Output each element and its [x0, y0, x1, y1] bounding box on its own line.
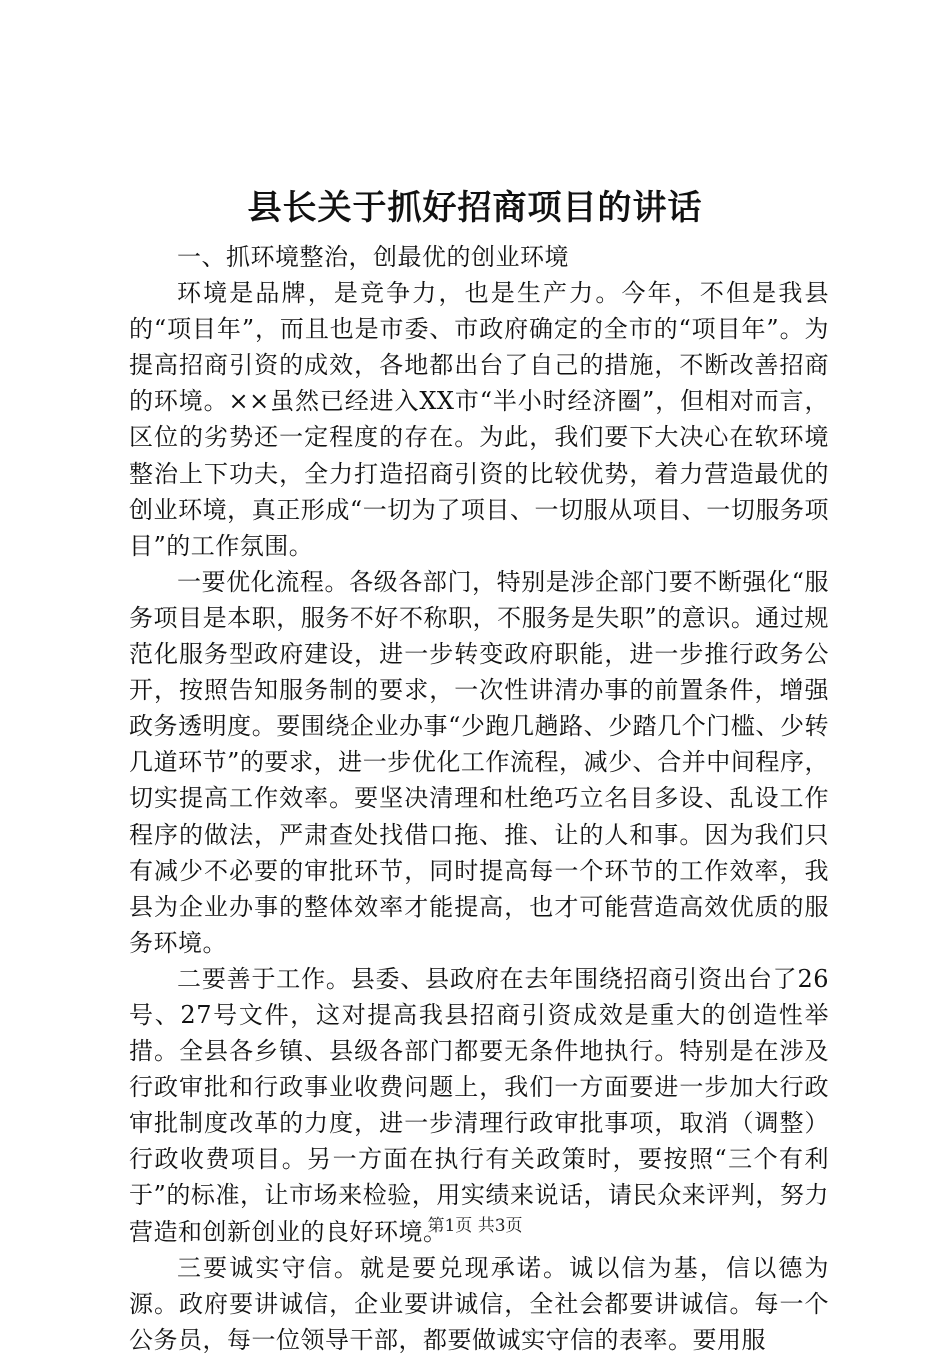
- document-body: [129, 239, 829, 1358]
- paragraph: 二要善于工作。县委、县政府在去年围绕招商引资出台了26号、27号文件，这对提高我县招商引资成效是重大的创造性举措。全县各乡镇、县级各部门都要无条件地执行。特别是在涉及行政审批和行政事业收费问题上，我们一方面要进一步加大行政审批制度改革的力度，进一步清理行政审批事项，取消（调整）行政收费项目。另一方面在执行有关政策时，要按照“三个有利于”的标准，让市场来检验，用实绩来说话，请民众来评判，努力营造和创新创业的良好环境。: [129, 964, 829, 1246]
- page-number-footer: 第1页 共3页: [427, 1216, 523, 1236]
- paragraph: 一要优化流程。各级各部门，特别是涉企部门要不断强化“服务项目是本职，服务不好不称职，不服务是失职”的意识。通过规范化服务型政府建设，进一步转变政府职能，进一步推行政务公开，按照告知服务制的要求，一次性讲清办事的前置条件，增强政务透明度。要围绕企业办事“少跑几趟路、少踏几个门槛、少转几道环节”的要求，进一步优化工作流程，减少、合并中间程序，切实提高工作效率。要坚决清理和杜绝巧立名目多设、乱设工作程序的做法，严肃查处找借口拖、推、让的人和事。因为我们只有减少不必要的审批环节，同时提高每一个环节的工作效率，我县为企业办事的整体效率才能提高，也才可能营造高效优质的服务环境。: [129, 567, 829, 957]
- paragraph: 三要诚实守信。就是要兑现承诺。诚以信为基，信以德为源。政府要讲诚信，企业要讲诚信，全社会都要讲诚信。每一个公务员，每一位领导干部，都要做诚实守信的表率。要用服: [129, 1253, 829, 1354]
- document-title: 县长关于抓好招商项目的讲话: [247, 188, 703, 228]
- paragraph: 环境是品牌，是竞争力，也是生产力。今年，不但是我县的“项目年”，而且也是市委、市政府确定的全市的“项目年”。为提高招商引资的成效，各地都出台了自己的措施，不断改善招商的环境。××虽然已经进入XX市“半小时经济圈”，但相对而言，区位的劣势还一定程度的存在。为此，我们要下大决心在软环境整治上下功夫，全力打造招商引资的比较优势，着力营造最优的创业环境，真正形成“一切为了项目、一切服从项目、一切服务项目”的工作氛围。: [129, 279, 829, 560]
- section-heading: 一、抓环境整治，创最优的创业环境: [177, 243, 569, 271]
